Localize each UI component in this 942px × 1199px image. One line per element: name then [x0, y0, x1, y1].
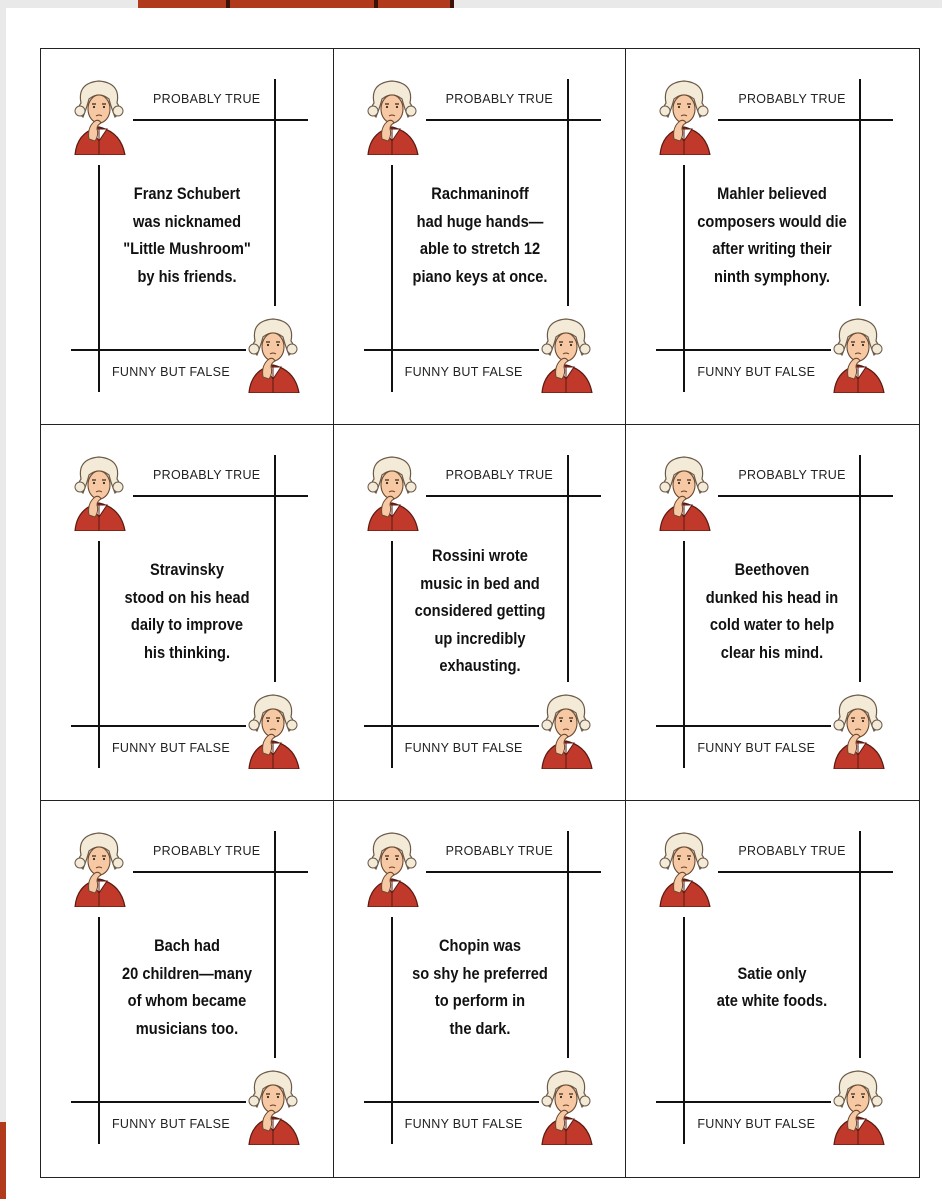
fact-text: Franz Schubert was nicknamed "Little Mushroom" by his friends. — [123, 184, 251, 286]
printable-sheet — [6, 8, 942, 1199]
funny-but-false-label: FUNNY BUT FALSE — [404, 741, 523, 755]
divider-line — [391, 917, 393, 1144]
divider-line — [98, 541, 100, 768]
probably-true-label: PROBABLY TRUE — [445, 844, 554, 858]
funny-but-false-label: FUNNY BUT FALSE — [112, 741, 230, 755]
funny-but-false-label: FUNNY BUT FALSE — [697, 365, 816, 379]
funny-but-false-label: FUNNY BUT FALSE — [697, 1117, 816, 1131]
divider-line — [98, 917, 100, 1144]
funny-but-false-label: FUNNY BUT FALSE — [112, 365, 230, 379]
probably-true-label: PROBABLY TRUE — [445, 92, 554, 106]
fact-text-box — [698, 121, 848, 349]
divider-line — [274, 455, 276, 682]
probably-true-label: PROBABLY TRUE — [153, 92, 261, 106]
card-grid — [40, 48, 920, 1178]
fact-text-box — [405, 121, 555, 349]
divider-line — [567, 455, 569, 682]
fact-text: Rachmaninoff had huge hands— able to stretch 12 piano keys at once. — [412, 184, 548, 286]
probably-true-label: PROBABLY TRUE — [445, 468, 554, 482]
divider-line — [683, 917, 685, 1144]
funny-but-false-label: FUNNY BUT FALSE — [404, 365, 523, 379]
probably-true-label: PROBABLY TRUE — [153, 844, 261, 858]
fact-text: Satie only ate white foods. — [717, 963, 828, 1010]
probably-true-label: PROBABLY TRUE — [738, 844, 846, 858]
divider-line — [391, 541, 393, 768]
fact-card — [626, 801, 919, 1177]
probably-true-label: PROBABLY TRUE — [738, 92, 846, 106]
divider-line — [567, 831, 569, 1058]
divider-line — [859, 455, 861, 682]
fact-card — [41, 49, 334, 425]
divider-line — [859, 831, 861, 1058]
fact-card — [41, 801, 334, 1177]
fact-text: Stravinsky stood on his head daily to improve his thinking. — [124, 560, 250, 662]
fact-text-box — [405, 497, 555, 725]
fact-text-box — [112, 873, 262, 1101]
fact-card — [41, 425, 334, 801]
fact-text-box — [405, 873, 555, 1101]
fact-text-box — [112, 121, 262, 349]
divider-line — [683, 165, 685, 392]
divider-line — [274, 831, 276, 1058]
top-tab-decoration — [138, 0, 454, 8]
fact-text-box — [112, 497, 262, 725]
fact-text: Bach had 20 children—many of whom became musicians too. — [121, 936, 252, 1038]
fact-text: Rossini wrote music in bed and considered getting up incredibly exhausting. — [414, 546, 546, 676]
fact-text-box — [698, 497, 848, 725]
divider-line — [274, 79, 276, 306]
funny-but-false-label: FUNNY BUT FALSE — [112, 1117, 230, 1131]
fact-card — [334, 49, 627, 425]
fact-text: Mahler believed composers would die after writing their ninth symphony. — [697, 184, 848, 286]
fact-card — [626, 425, 919, 801]
divider-line — [683, 541, 685, 768]
fact-card — [626, 49, 919, 425]
probably-true-label: PROBABLY TRUE — [153, 468, 261, 482]
fact-text-box — [698, 873, 848, 1101]
divider-line — [98, 165, 100, 392]
divider-line — [859, 79, 861, 306]
fact-card — [334, 801, 627, 1177]
fact-card — [334, 425, 627, 801]
fact-text: Beethoven dunked his head in cold water to help clear his mind. — [706, 560, 839, 662]
funny-but-false-label: FUNNY BUT FALSE — [697, 741, 816, 755]
funny-but-false-label: FUNNY BUT FALSE — [404, 1117, 523, 1131]
probably-true-label: PROBABLY TRUE — [738, 468, 846, 482]
divider-line — [567, 79, 569, 306]
fact-text: Chopin was so shy he preferred to perform in the dark. — [411, 936, 548, 1038]
divider-line — [391, 165, 393, 392]
